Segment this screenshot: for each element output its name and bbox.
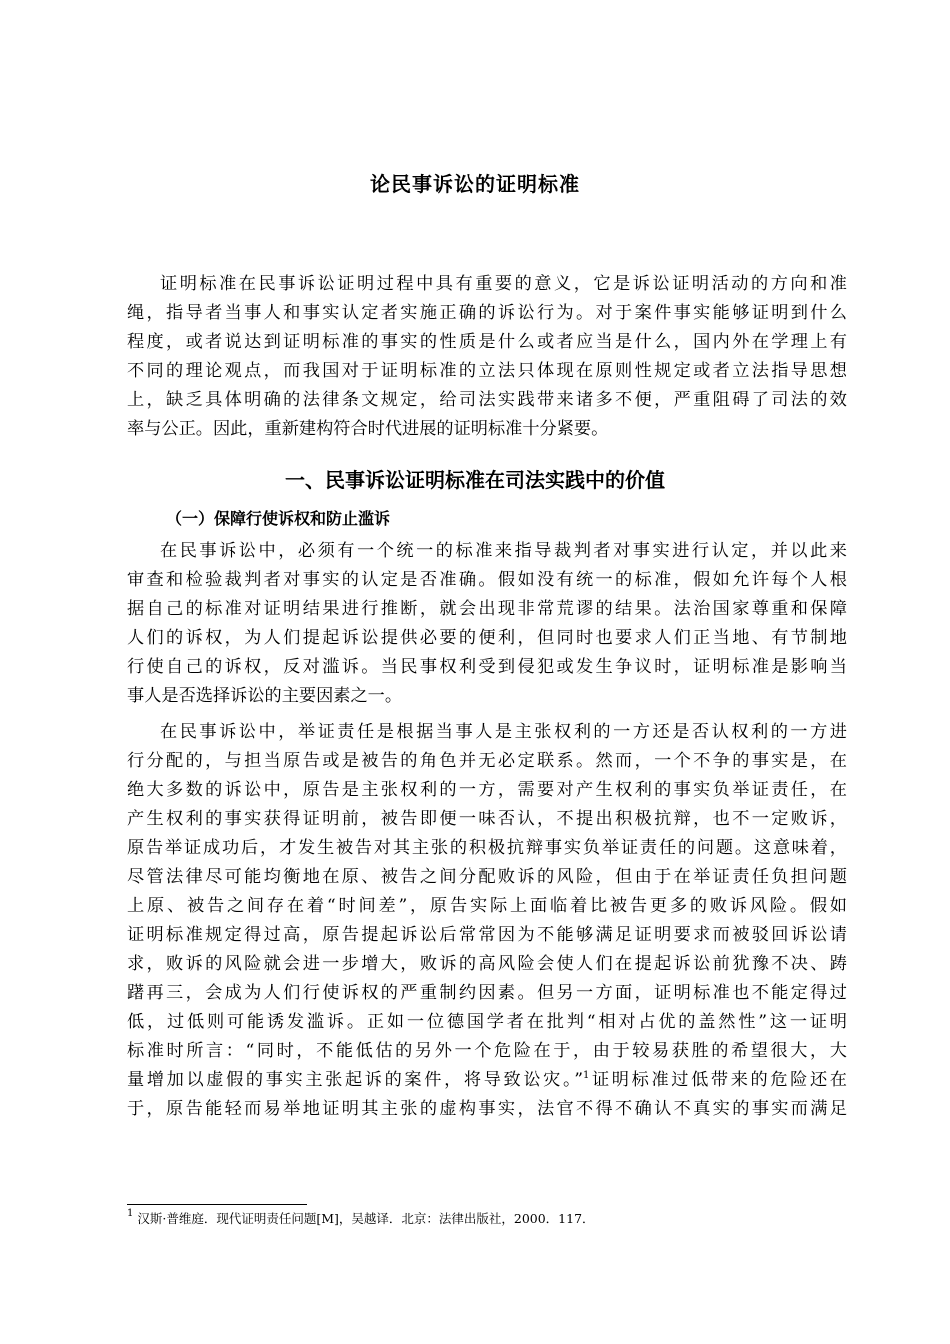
text-line: 证明标准规定得过高，原告提起诉讼后常常因为不能够满足证明要求而被驳回诉讼请 xyxy=(127,925,847,945)
text-line: 上，缺乏具体明确的法律条文规定，给司法实践带来诸多不便，严重阻碍了司法的效 xyxy=(127,390,847,410)
text-line: 躇再三，会成为人们行使诉权的严重制约因素。但另一方面，证明标准也不能定得过 xyxy=(127,983,847,1003)
subsection-heading: （一）保障行使诉权和防止滥诉 xyxy=(166,509,391,528)
text-line: 审查和检验裁判者对事实的认定是否准确。假如没有统一的标准，假如允许每个人根 xyxy=(127,570,847,590)
text-line: 证明标准在民事诉讼证明过程中具有重要的意义，它是诉讼证明活动的方向和准 xyxy=(160,274,847,294)
text-line: 标准时所言：“同时，不能低估的另外一个危险在于，由于较易获胜的希望很大，大 xyxy=(127,1041,847,1061)
text-line: 绳，指导者当事人和事实认定者实施正确的诉讼行为。对于案件事实能够证明到什么 xyxy=(127,303,847,323)
text-line: 求，败诉的风险就会进一步增大，败诉的高风险会使人们在提起诉讼前犹豫不决、踌 xyxy=(127,954,847,974)
text-line: 行使自己的诉权，反对滥诉。当民事权利受到侵犯或发生争议时，证明标准是影响当 xyxy=(127,657,847,677)
text-line: 在民事诉讼中，必须有一个统一的标准来指导裁判者对事实进行认定，并以此来 xyxy=(160,541,847,561)
text-line: 产生权利的事实获得证明前，被告即便一味否认，不提出积极抗辩，也不一定败诉， xyxy=(127,809,847,829)
text-line: 于，原告能轻而易举地证明其主张的虚构事实，法官不得不确认不真实的事实而满足 xyxy=(127,1099,847,1119)
text-line: 据自己的标准对证明结果进行推断，就会出现非常荒谬的结果。法治国家尊重和保障 xyxy=(127,599,847,619)
text-line: 绝大多数的诉讼中，原告是主张权利的一方，需要对产生权利的事实负举证责任，在 xyxy=(127,780,847,800)
text-line: 事人是否选择诉讼的主要因素之一。 xyxy=(127,686,403,706)
footnote xyxy=(127,1210,847,1228)
text-line: 率与公正。因此，重新建构符合时代进展的证明标准十分紧要。 xyxy=(127,419,609,439)
text-line: 尽管法律尽可能均衡地在原、被告之间分配败诉的风险，但由于在举证责任负担问题 xyxy=(127,867,847,887)
text-line: 不同的理论观点，而我国对于证明标准的立法只体现在原则性规定或者立法指导思想 xyxy=(127,361,847,381)
text-line: 原告举证成功后，才发生被告对其主张的积极抗辩事实负举证责任的问题。这意味着， xyxy=(127,838,847,858)
text-line: 人们的诉权，为人们提起诉讼提供必要的便利，但同时也要求人们正当地、有节制地 xyxy=(127,628,847,648)
text-line: 行分配的，与担当原告或是被告的角色并无必定联系。然而，一个不争的事实是，在 xyxy=(127,751,847,771)
text-segment: 量增加以虚假的事实主张起诉的案件，将导致讼灾。” xyxy=(127,1070,583,1090)
text-line: 上原、被告之间存在着“时间差”，原告实际上面临着比被告更多的败诉风险。假如 xyxy=(127,896,847,916)
footnote-marker: 1 xyxy=(127,1208,134,1219)
footnote-text: 汉斯·普维庭．现代证明责任问题[M]，吴越译．北京：法律出版社，2000．117． xyxy=(133,1211,595,1226)
text-line-with-footnote xyxy=(127,1065,847,1095)
document-title: 论民事诉讼的证明标准 xyxy=(370,172,580,196)
text-line: 在民事诉讼中，举证责任是根据当事人是主张权利的一方还是否认权利的一方进 xyxy=(160,722,847,742)
text-line: 程度，或者说达到证明标准的事实的性质是什么或者应当是什么，国内外在学理上有 xyxy=(127,332,847,352)
text-line: 低，过低则可能诱发滥诉。正如一位德国学者在批判“相对占优的盖然性”这一证明 xyxy=(127,1012,847,1032)
footnote-reference[interactable]: 1 xyxy=(582,1070,590,1081)
section-heading: 一、民事诉讼证明标准在司法实践中的价值 xyxy=(285,468,665,492)
text-segment: 证明标准过低带来的危险还在 xyxy=(589,1070,847,1090)
footnote-divider xyxy=(127,1204,307,1205)
